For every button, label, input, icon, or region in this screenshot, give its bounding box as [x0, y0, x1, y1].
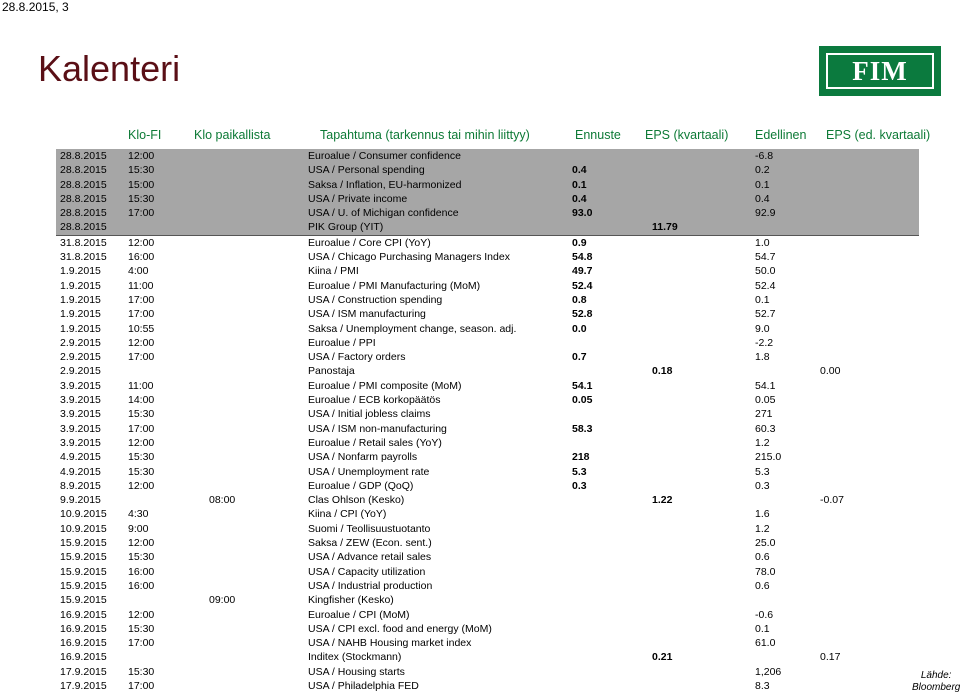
cell-time: 12:00	[128, 336, 155, 349]
cell-time: 4:00	[128, 265, 149, 278]
cell-time: 9:00	[128, 522, 149, 535]
cell-forecast: 0.05	[572, 394, 593, 407]
cell-forecast: 52.4	[572, 279, 593, 292]
cell-time: 12:00	[128, 150, 155, 162]
cell-previous: 0.1	[755, 293, 770, 306]
cell-date: 4.9.2015	[60, 465, 101, 478]
cell-previous: 8.3	[755, 679, 770, 692]
cell-time: 12:00	[128, 479, 155, 492]
table-row	[56, 465, 919, 479]
cell-event: Euroalue / ECB korkopäätös	[308, 394, 441, 407]
cell-date: 16.9.2015	[60, 637, 107, 650]
cell-time: 15:30	[128, 622, 155, 635]
cell-time: 16:00	[128, 251, 155, 264]
cell-time: 16:00	[128, 579, 155, 592]
header-klo-local: Klo paikallista	[194, 128, 271, 142]
cell-date: 31.8.2015	[60, 251, 107, 264]
cell-previous: 0.2	[755, 164, 770, 177]
table-row	[56, 379, 919, 393]
table-row	[56, 450, 919, 464]
cell-date: 3.9.2015	[60, 408, 101, 421]
cell-previous: 1.2	[755, 522, 770, 535]
cell-date: 3.9.2015	[60, 436, 101, 449]
cell-eps: 0.18	[652, 365, 673, 378]
table-row	[56, 622, 919, 636]
cell-forecast: 54.1	[572, 379, 593, 392]
cell-forecast: 52.8	[572, 308, 593, 321]
table-row	[56, 507, 919, 521]
cell-event: Saksa / ZEW (Econ. sent.)	[308, 537, 432, 550]
cell-previous: -2.2	[755, 336, 774, 349]
cell-time: 10:55	[128, 322, 155, 335]
table-row	[56, 149, 919, 163]
cell-eps: 0.21	[652, 651, 673, 664]
cell-event: Euroalue / PMI Manufacturing (MoM)	[308, 279, 481, 292]
cell-previous: -0.6	[755, 608, 774, 621]
cell-previous: 0.6	[755, 579, 770, 592]
cell-eps: 1.22	[652, 494, 673, 507]
cell-date: 1.9.2015	[60, 265, 101, 278]
table-row	[56, 579, 919, 593]
cell-event: Suomi / Teollisuustuotanto	[308, 522, 431, 535]
table-row	[56, 550, 919, 564]
cell-previous: 61.0	[755, 637, 776, 650]
cell-event: Euroalue / Core CPI (YoY)	[308, 236, 431, 249]
cell-time: 17:00	[128, 422, 155, 435]
cell-forecast: 0.4	[572, 192, 587, 205]
cell-date: 1.9.2015	[60, 279, 101, 292]
cell-forecast: 5.3	[572, 465, 587, 478]
cell-forecast: 218	[572, 451, 590, 464]
cell-date: 15.9.2015	[60, 594, 107, 607]
cell-forecast: 0.3	[572, 479, 587, 492]
logo-text: FIM	[852, 55, 908, 86]
cell-forecast: 58.3	[572, 422, 593, 435]
cell-event: USA / Construction spending	[308, 293, 443, 306]
cell-event: Clas Ohlson (Kesko)	[308, 494, 405, 507]
table-row	[56, 593, 919, 607]
cell-time: 15:30	[128, 451, 155, 464]
table-row	[56, 565, 919, 579]
table-row	[56, 192, 919, 206]
source-name: Bloomberg	[912, 682, 960, 693]
table-row	[56, 350, 919, 364]
cell-date: 2.9.2015	[60, 365, 101, 378]
cell-previous: 1.2	[755, 436, 770, 449]
cell-date: 8.9.2015	[60, 479, 101, 492]
table-row	[56, 220, 919, 235]
table-row	[56, 393, 919, 407]
cell-date: 15.9.2015	[60, 551, 107, 564]
calendar-table	[56, 149, 919, 693]
cell-date: 3.9.2015	[60, 394, 101, 407]
header-eps-prev: EPS (ed. kvartaali)	[826, 128, 931, 142]
cell-event: PIK Group (YIT)	[308, 221, 384, 234]
table-row	[56, 178, 919, 192]
cell-event: USA / ISM manufacturing	[308, 308, 426, 321]
cell-event: USA / Chicago Purchasing Managers Index	[308, 251, 510, 264]
header-previous: Edellinen	[755, 128, 807, 142]
header-klo-fi: Klo-FI	[128, 128, 162, 142]
cell-event: USA / Factory orders	[308, 351, 406, 364]
cell-date: 16.9.2015	[60, 622, 107, 635]
table-row	[56, 264, 919, 278]
cell-previous: 215.0	[755, 451, 782, 464]
cell-date: 1.9.2015	[60, 322, 101, 335]
cell-previous: 0.4	[755, 192, 770, 205]
table-row	[56, 206, 919, 220]
header-eps: EPS (kvartaali)	[645, 128, 729, 142]
table-row	[56, 665, 919, 679]
cell-time: 17:00	[128, 308, 155, 321]
cell-time: 15:30	[128, 408, 155, 421]
cell-previous: 60.3	[755, 422, 776, 435]
cell-event: USA / Capacity utilization	[308, 565, 426, 578]
cell-event: USA / ISM non-manufacturing	[308, 422, 447, 435]
table-row	[56, 536, 919, 550]
cell-date: 3.9.2015	[60, 379, 101, 392]
table-row	[56, 236, 919, 250]
table-row	[56, 322, 919, 336]
cell-date: 1.9.2015	[60, 293, 101, 306]
cell-forecast: 49.7	[572, 265, 593, 278]
table-row	[56, 307, 919, 321]
table-row	[56, 407, 919, 421]
table-row	[56, 679, 919, 693]
cell-date: 31.8.2015	[60, 236, 107, 249]
cell-time: 17:00	[128, 351, 155, 364]
cell-date: 9.9.2015	[60, 494, 101, 507]
cell-event: USA / Housing starts	[308, 665, 405, 678]
cell-time: 17:00	[128, 207, 155, 220]
cell-event: Euroalue / PPI	[308, 336, 376, 349]
cell-date: 1.9.2015	[60, 308, 101, 321]
source-label: Lähde:	[920, 670, 952, 681]
header-event: Tapahtuma (tarkennus tai mihin liittyy)	[320, 128, 530, 142]
cell-date: 28.8.2015	[60, 178, 107, 191]
cell-time: 12:00	[128, 436, 155, 449]
page-stamp: 28.8.2015, 3	[2, 0, 69, 14]
cell-event: USA / Initial jobless claims	[308, 408, 431, 421]
table-row	[56, 522, 919, 536]
cell-time: 14:00	[128, 394, 155, 407]
cell-event: USA / NAHB Housing market index	[308, 637, 472, 650]
table-row	[56, 364, 919, 378]
logo-frame	[826, 53, 934, 89]
cell-event: Euroalue / GDP (QoQ)	[308, 479, 414, 492]
table-row	[56, 493, 919, 507]
cell-local-time: 09:00	[209, 594, 236, 607]
cell-event: Euroalue / CPI (MoM)	[308, 608, 410, 621]
cell-event: USA / Nonfarm payrolls	[308, 451, 418, 464]
table-row	[56, 336, 919, 350]
cell-previous: 9.0	[755, 322, 770, 335]
cell-forecast: 0.0	[572, 322, 587, 335]
cell-time: 15:00	[128, 178, 155, 191]
cell-event: Saksa / Unemployment change, season. adj.	[308, 322, 517, 335]
cell-previous: 54.1	[755, 379, 776, 392]
cell-forecast: 0.9	[572, 236, 587, 249]
cell-previous: 0.3	[755, 479, 770, 492]
cell-date: 17.9.2015	[60, 665, 107, 678]
cell-previous: 0.05	[755, 394, 776, 407]
cell-time: 15:30	[128, 164, 155, 177]
cell-date: 2.9.2015	[60, 336, 101, 349]
cell-event: Euroalue / PMI composite (MoM)	[308, 379, 462, 392]
cell-date: 4.9.2015	[60, 451, 101, 464]
cell-event: USA / Private income	[308, 192, 408, 205]
cell-date: 15.9.2015	[60, 537, 107, 550]
cell-time: 11:00	[128, 379, 154, 392]
table-row	[56, 636, 919, 650]
cell-previous: 25.0	[755, 537, 776, 550]
table-row	[56, 250, 919, 264]
table-row	[56, 163, 919, 177]
cell-previous: 0.6	[755, 551, 770, 564]
cell-time: 17:00	[128, 679, 155, 692]
table-row	[56, 479, 919, 493]
cell-forecast: 54.8	[572, 251, 593, 264]
cell-date: 28.8.2015	[60, 221, 107, 234]
cell-forecast: 93.0	[572, 207, 593, 220]
cell-event: USA / U. of Michigan confidence	[308, 207, 459, 220]
cell-previous: 54.7	[755, 251, 776, 264]
cell-date: 16.9.2015	[60, 651, 107, 664]
cell-event: Kiina / CPI (YoY)	[308, 508, 387, 521]
cell-previous: 50.0	[755, 265, 776, 278]
cell-event: USA / Industrial production	[308, 579, 433, 592]
fim-logo	[819, 46, 941, 96]
cell-time: 12:00	[128, 608, 155, 621]
cell-previous: 1.6	[755, 508, 770, 521]
cell-time: 4:30	[128, 508, 149, 521]
cell-event: Kingfisher (Kesko)	[308, 594, 394, 607]
cell-event: USA / Personal spending	[308, 164, 425, 177]
cell-date: 3.9.2015	[60, 422, 101, 435]
cell-date: 16.9.2015	[60, 608, 107, 621]
cell-previous: 0.1	[755, 622, 770, 635]
cell-previous: 0.1	[755, 178, 770, 191]
cell-previous: 92.9	[755, 207, 776, 220]
cell-event: Inditex (Stockmann)	[308, 651, 402, 664]
cell-time: 17:00	[128, 637, 155, 650]
cell-previous: 52.7	[755, 308, 776, 321]
cell-time: 12:00	[128, 537, 155, 550]
cell-date: 28.8.2015	[60, 150, 107, 162]
cell-event: USA / Philadelphia FED	[308, 679, 419, 692]
cell-date: 10.9.2015	[60, 522, 107, 535]
cell-previous: 78.0	[755, 565, 776, 578]
cell-forecast: 0.8	[572, 293, 587, 306]
cell-time: 17:00	[128, 293, 155, 306]
cell-event: Panostaja	[308, 365, 355, 378]
header-forecast: Ennuste	[575, 128, 621, 142]
cell-date: 17.9.2015	[60, 679, 107, 692]
cell-eps-prev: 0.00	[820, 365, 841, 378]
cell-time: 15:30	[128, 192, 155, 205]
cell-event: Euroalue / Consumer confidence	[308, 150, 461, 162]
cell-event: Euroalue / Retail sales (YoY)	[308, 436, 442, 449]
cell-time: 15:30	[128, 551, 155, 564]
cell-date: 10.9.2015	[60, 508, 107, 521]
cell-previous: 271	[755, 408, 773, 421]
cell-date: 15.9.2015	[60, 579, 107, 592]
cell-time: 11:00	[128, 279, 154, 292]
cell-event: USA / Advance retail sales	[308, 551, 432, 564]
cell-date: 2.9.2015	[60, 351, 101, 364]
cell-previous: 52.4	[755, 279, 776, 292]
cell-previous: -6.8	[755, 150, 774, 162]
cell-local-time: 08:00	[209, 494, 236, 507]
table-row	[56, 436, 919, 450]
cell-time: 16:00	[128, 565, 155, 578]
cell-eps: 11.79	[652, 221, 678, 234]
cell-time: 15:30	[128, 665, 155, 678]
cell-event: Saksa / Inflation, EU-harmonized	[308, 178, 462, 191]
cell-forecast: 0.4	[572, 164, 587, 177]
source-note	[912, 670, 960, 694]
table-row	[56, 293, 919, 307]
page-title: Kalenteri	[38, 48, 181, 89]
cell-eps-prev: -0.07	[820, 494, 844, 507]
table-row	[56, 422, 919, 436]
table-row	[56, 650, 919, 664]
cell-time: 12:00	[128, 236, 155, 249]
cell-event: Kiina / PMI	[308, 265, 359, 278]
cell-previous: 1.0	[755, 236, 770, 249]
cell-forecast: 0.7	[572, 351, 587, 364]
cell-forecast: 0.1	[572, 178, 587, 191]
cell-date: 28.8.2015	[60, 207, 107, 220]
table-row	[56, 279, 919, 293]
cell-date: 15.9.2015	[60, 565, 107, 578]
cell-date: 28.8.2015	[60, 164, 107, 177]
cell-eps-prev: 0.17	[820, 651, 841, 664]
cell-event: USA / CPI excl. food and energy (MoM)	[308, 622, 492, 635]
cell-previous: 1.8	[755, 351, 770, 364]
cell-event: USA / Unemployment rate	[308, 465, 430, 478]
cell-date: 28.8.2015	[60, 192, 107, 205]
cell-previous: 5.3	[755, 465, 770, 478]
cell-time: 15:30	[128, 465, 155, 478]
table-row	[56, 608, 919, 622]
cell-previous: 1,206	[755, 665, 782, 678]
